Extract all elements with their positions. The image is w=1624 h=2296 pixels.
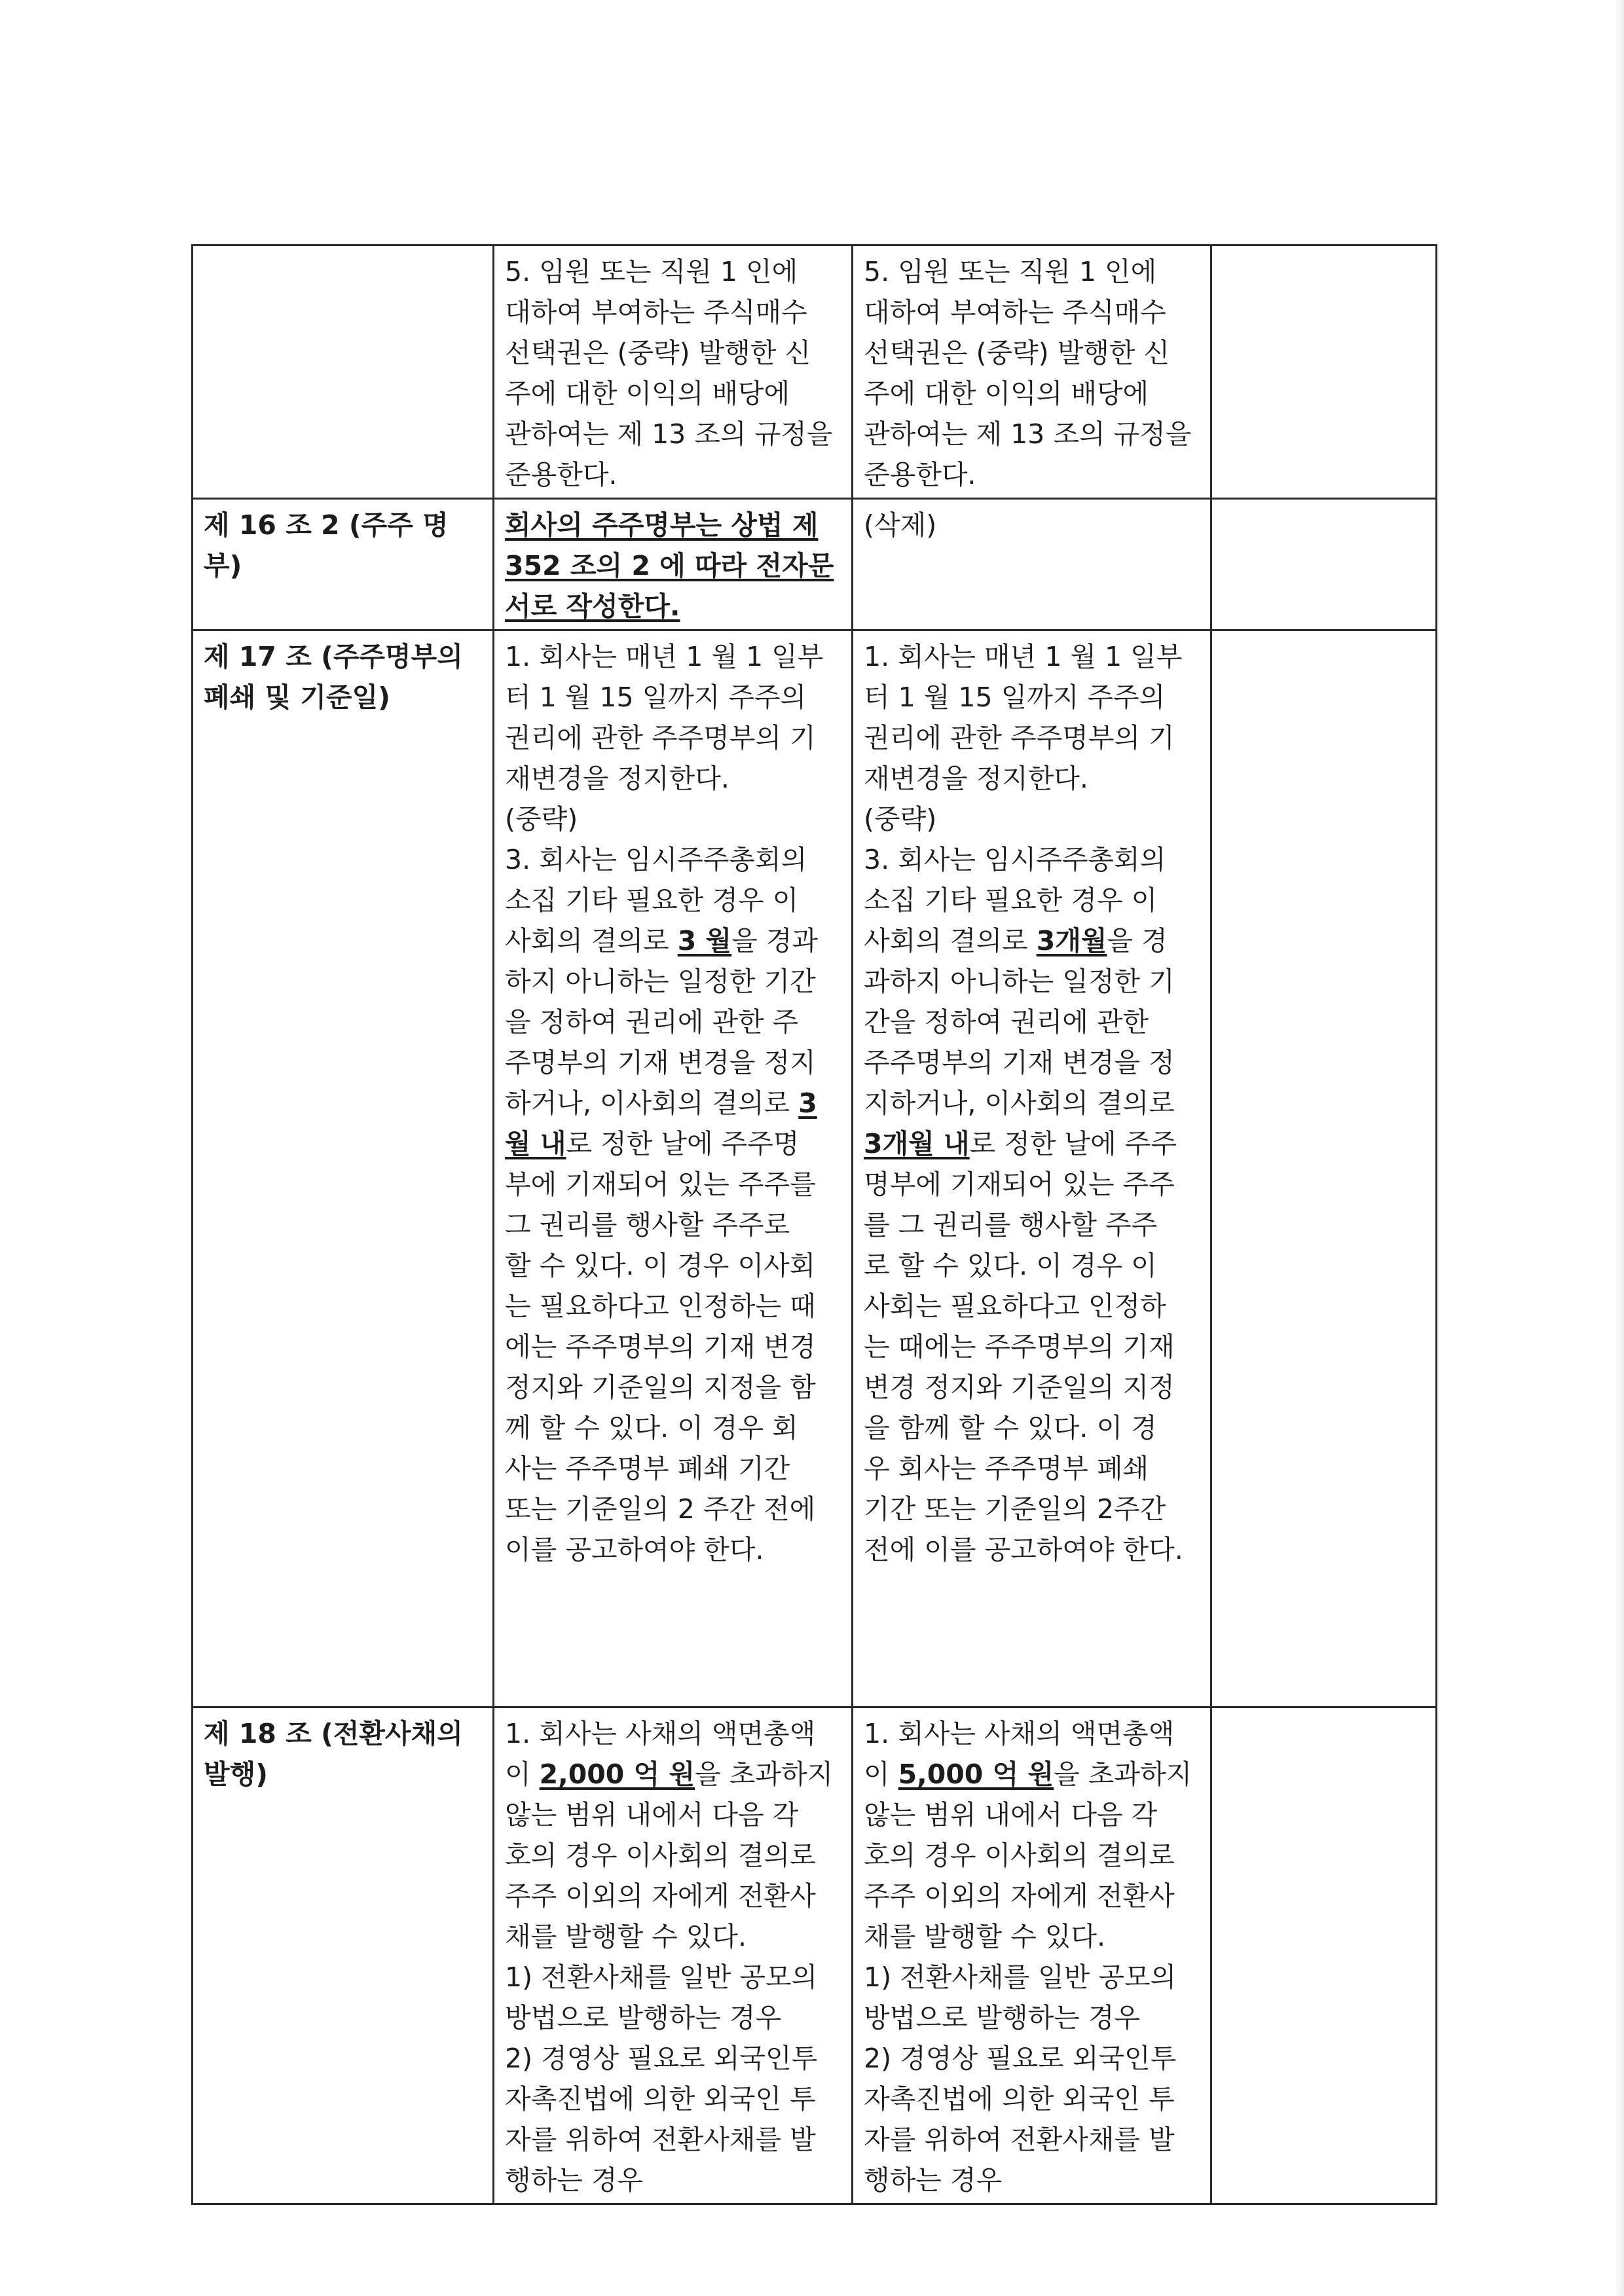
text-line: 주주명부의 기재 변경을 정	[864, 1047, 1175, 1078]
text-line: 과하지 아니하는 일정한 기	[864, 966, 1175, 997]
text-line: 께 할 수 있다. 이 경우 회	[505, 1412, 798, 1444]
text-line	[864, 920, 1202, 961]
text-line: 1. 회사는 매년 1 월 1 일부	[505, 641, 824, 672]
text-line: 1. 회사는 사채의 액면총액	[505, 1718, 816, 1749]
text-line: 사는 주주명부 폐쇄 기간	[505, 1453, 790, 1484]
text-line: 재변경을 정지한다.	[864, 763, 1088, 794]
amended-term: 5,000 억 원	[898, 1758, 1054, 1790]
text-line: 관하여는 제 13 조의 규정을	[864, 418, 1192, 450]
text-line: 권리에 관한 주주명부의 기	[505, 722, 816, 754]
text-line: 권리에 관한 주주명부의 기	[864, 722, 1175, 754]
text-segment: 하거나, 이사회의 결의로	[505, 1087, 799, 1119]
text-line: 선택권은 (중략) 발행한 신	[864, 337, 1170, 369]
text-line: 로 할 수 있다. 이 경우 이	[864, 1250, 1157, 1281]
amended-term: 3개월	[1036, 925, 1107, 957]
text-line: 5. 임원 또는 직원 1 인에	[505, 256, 798, 287]
text-line	[505, 920, 843, 961]
text-segment: 을 경과	[731, 925, 818, 957]
amended-term: 3개월 내	[864, 1128, 970, 1159]
text-line: 주명부의 기재 변경을 정지	[505, 1047, 816, 1078]
text-line: 352 조의 2 에 따라 전자문	[505, 550, 834, 581]
text-line: 서로 작성한다.	[505, 591, 680, 622]
article-cell	[193, 1707, 494, 2204]
text-line: 2) 경영상 필요로 외국인투	[505, 2043, 818, 2074]
text-line: 선택권은 (중략) 발행한 신	[505, 337, 811, 369]
text-line: 자를 위하여 전환사채를 발	[505, 2124, 816, 2155]
amended-term: 월 내	[505, 1128, 566, 1159]
text-line: 3. 회사는 임시주주총회의	[505, 844, 807, 875]
note-cell	[1211, 630, 1437, 1707]
original-text-cell	[494, 499, 853, 630]
text-line: 5. 임원 또는 직원 1 인에	[864, 256, 1157, 287]
text-line: 을 함께 할 수 있다. 이 경	[864, 1412, 1157, 1444]
text-line: 회사의 주주명부는 상법 제	[505, 509, 819, 541]
text-line: 1. 회사는 사채의 액면총액	[864, 1718, 1175, 1749]
table-row	[193, 630, 1437, 1707]
text-line: 3. 회사는 임시주주총회의	[864, 844, 1166, 875]
text-line: 부에 기재되어 있는 주주를	[505, 1169, 816, 1200]
text-line: 사회는 필요하다고 인정하	[864, 1290, 1166, 1322]
text-line: 하지 아니하는 일정한 기간	[505, 966, 816, 997]
revised-text-cell	[853, 499, 1211, 630]
table-row	[193, 499, 1437, 630]
original-text-cell	[494, 1707, 853, 2204]
original-text-cell	[494, 630, 853, 1707]
text-line: 행하는 경우	[505, 2164, 644, 2196]
text-line: 행하는 경우	[864, 2164, 1003, 2196]
text-line: 정지와 기준일의 지정을 함	[505, 1372, 816, 1403]
text-line: (중략)	[505, 803, 578, 835]
article-title: 제 16 조 2 (주주 명부)	[204, 509, 449, 581]
note-cell	[1211, 499, 1437, 630]
text-line: 할 수 있다. 이 경우 이사회	[505, 1250, 816, 1281]
text-segment: 사회의 결의로	[505, 925, 678, 957]
text-line: 준용한다.	[505, 459, 618, 490]
text-line: 않는 범위 내에서 다음 각	[505, 1799, 799, 1831]
text-line: 간을 정하여 권리에 관한	[864, 1006, 1149, 1038]
text-line: 지하거나, 이사회의 결의로	[864, 1087, 1175, 1119]
text-line: 에는 주주명부의 기재 변경	[505, 1331, 816, 1362]
revised-text-cell	[853, 1707, 1211, 2204]
text-line: (삭제)	[864, 509, 937, 541]
text-segment: 을 초과하지	[1054, 1758, 1192, 1790]
articles-comparison-table	[191, 244, 1437, 2205]
text-line: 호의 경우 이사회의 결의로	[505, 1840, 816, 1871]
amended-term: 2,000 억 원	[539, 1758, 695, 1790]
note-cell	[1211, 246, 1437, 499]
article-cell	[193, 630, 494, 1707]
text-line: 자촉진법에 의한 외국인 투	[505, 2083, 816, 2115]
text-line	[864, 1754, 1202, 1795]
text-line: 소집 기타 필요한 경우 이	[864, 884, 1158, 916]
text-segment: 을 경	[1107, 925, 1168, 957]
text-line: 재변경을 정지한다.	[505, 763, 729, 794]
article-cell	[193, 246, 494, 499]
text-line: 또는 기준일의 2 주간 전에	[505, 1493, 816, 1525]
original-text-cell	[494, 246, 853, 499]
text-segment: 이	[505, 1758, 540, 1790]
text-line: 는 필요하다고 인정하는 때	[505, 1290, 816, 1322]
text-line: 2) 경영상 필요로 외국인투	[864, 2043, 1177, 2074]
table-row	[193, 246, 1437, 499]
text-line: 터 1 월 15 일까지 주주의	[864, 682, 1166, 713]
text-line: 그 권리를 행사할 주주로	[505, 1209, 790, 1241]
text-line: 는 때에는 주주명부의 기재	[864, 1331, 1175, 1362]
note-cell	[1211, 1707, 1437, 2204]
text-line: 를 그 권리를 행사할 주주	[864, 1209, 1158, 1241]
text-line: 1) 전환사채를 일반 공모의	[864, 1961, 1177, 1993]
text-line: 않는 범위 내에서 다음 각	[864, 1799, 1158, 1831]
text-line: 주에 대한 이익의 배당에	[505, 378, 790, 409]
text-line: 대하여 부여하는 주식매수	[864, 297, 1166, 328]
text-line	[505, 1123, 843, 1164]
text-line: 방법으로 발행하는 경우	[864, 2002, 1141, 2033]
text-line: 채를 발행할 수 있다.	[864, 1921, 1105, 1952]
text-line: 을 정하여 권리에 관한 주	[505, 1006, 799, 1038]
text-line: 자를 위하여 전환사채를 발	[864, 2124, 1175, 2155]
amended-term: 3	[798, 1087, 817, 1119]
text-line	[505, 1754, 843, 1795]
text-line: 주주 이외의 자에게 전환사	[505, 1880, 816, 1912]
scan-edge-shadow	[1615, 0, 1624, 2296]
text-line: 채를 발행할 수 있다.	[505, 1921, 747, 1952]
text-line: 이를 공고하여야 한다.	[505, 1534, 764, 1565]
text-line: 터 1 월 15 일까지 주주의	[505, 682, 807, 713]
article-cell	[193, 499, 494, 630]
table-row	[193, 1707, 1437, 2204]
text-line: 소집 기타 필요한 경우 이	[505, 884, 799, 916]
text-line: 방법으로 발행하는 경우	[505, 2002, 782, 2033]
text-line: 준용한다.	[864, 459, 976, 490]
revised-text-cell	[853, 246, 1211, 499]
text-line	[864, 1123, 1202, 1164]
text-line	[505, 1083, 843, 1123]
text-segment: 사회의 결의로	[864, 925, 1037, 957]
text-line: 관하여는 제 13 조의 규정을	[505, 418, 833, 450]
text-line: 기간 또는 기준일의 2주간	[864, 1493, 1166, 1525]
text-line: (중략)	[864, 803, 937, 835]
text-line: 우 회사는 주주명부 폐쇄	[864, 1453, 1149, 1484]
text-segment: 을 초과하지	[695, 1758, 834, 1790]
text-line: 변경 정지와 기준일의 지정	[864, 1372, 1175, 1403]
text-segment: 이	[864, 1758, 898, 1790]
amended-term: 3 월	[677, 925, 732, 957]
text-line: 1. 회사는 매년 1 월 1 일부	[864, 641, 1183, 672]
text-line: 전에 이를 공고하여야 한다.	[864, 1534, 1183, 1565]
text-segment: 로 정한 날에 주주명	[566, 1128, 800, 1159]
text-line: 대하여 부여하는 주식매수	[505, 297, 807, 328]
text-line: 주주 이외의 자에게 전환사	[864, 1880, 1175, 1912]
text-line: 명부에 기재되어 있는 주주	[864, 1169, 1175, 1200]
article-title: 제 18 조 (전환사채의 발행)	[204, 1718, 463, 1790]
text-line: 호의 경우 이사회의 결의로	[864, 1840, 1175, 1871]
text-line: 1) 전환사채를 일반 공모의	[505, 1961, 818, 1993]
text-line: 주에 대한 이익의 배당에	[864, 378, 1149, 409]
revised-text-cell	[853, 630, 1211, 1707]
text-line: 자촉진법에 의한 외국인 투	[864, 2083, 1175, 2115]
article-title: 제 17 조 (주주명부의 폐쇄 및 기준일)	[204, 641, 463, 713]
text-segment: 로 정한 날에 주주	[969, 1128, 1177, 1159]
